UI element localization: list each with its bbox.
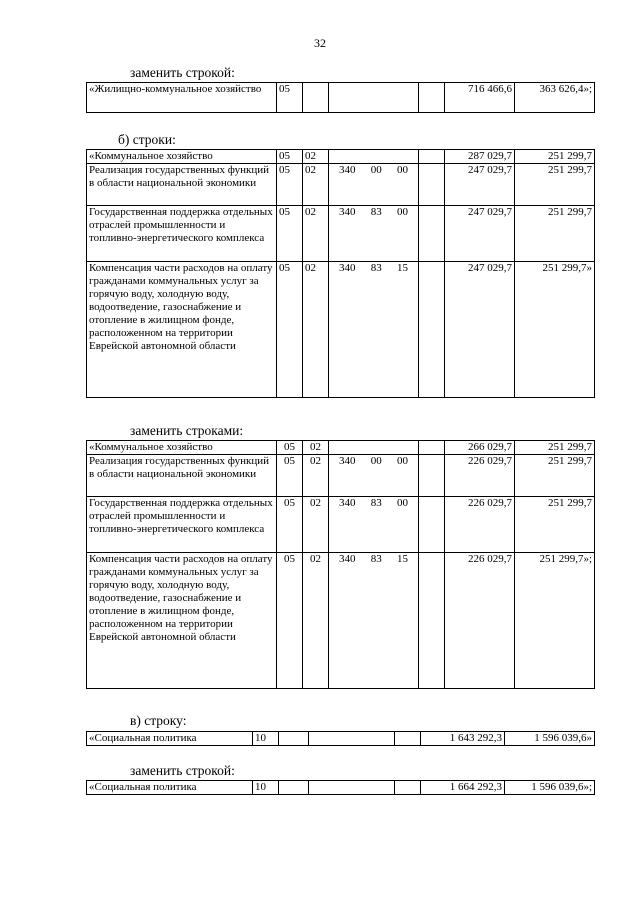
cell-vr xyxy=(419,497,445,553)
cell-value-2: 251 299,7 xyxy=(515,455,595,497)
cell-vr xyxy=(395,732,421,746)
cell-t3: 00 xyxy=(397,164,408,176)
cell-name: «Жилищно-коммунальное хозяйство xyxy=(87,83,277,113)
cell-target xyxy=(329,553,419,689)
cell-value-2: 251 299,7 xyxy=(515,441,595,455)
cell-name: Государственная поддержка отдельных отраслей промышленности и топливно-энергетического комплекса xyxy=(87,497,277,553)
cell-value-2: 251 299,7» xyxy=(515,262,595,398)
cell-pr xyxy=(279,781,309,795)
cell-vr xyxy=(419,441,445,455)
cell-value-2: 251 299,7»; xyxy=(515,553,595,689)
cell-pr: 02 xyxy=(303,262,329,398)
table-row xyxy=(87,206,595,262)
cell-rz: 05 xyxy=(277,441,303,455)
cell-target xyxy=(329,164,419,206)
cell-pr xyxy=(303,83,329,113)
cell-value-1: 226 029,7 xyxy=(445,497,515,553)
cell-t2: 83 xyxy=(370,206,382,218)
cell-target xyxy=(309,781,395,795)
cell-value-1: 1 643 292,3 xyxy=(421,732,505,746)
cell-vr xyxy=(419,164,445,206)
cell-rz: 05 xyxy=(277,206,303,262)
table-row xyxy=(87,781,595,795)
heading-replace-row: заменить строкой: xyxy=(130,65,235,80)
table-row xyxy=(87,150,595,164)
cell-rz: 05 xyxy=(277,455,303,497)
table-social-old xyxy=(86,731,595,746)
table-row xyxy=(87,164,595,206)
cell-rz: 05 xyxy=(277,262,303,398)
table-row xyxy=(87,553,595,689)
cell-vr xyxy=(419,206,445,262)
heading-row-v: в) строку: xyxy=(130,713,187,728)
cell-target xyxy=(329,262,419,398)
cell-name: «Социальная политика xyxy=(87,781,253,795)
cell-name: Реализация государственных функций в области национальной экономики xyxy=(87,455,277,497)
cell-t1: 340 xyxy=(339,553,356,565)
cell-value-1: 226 029,7 xyxy=(445,455,515,497)
heading-replace-row-2: заменить строкой: xyxy=(130,763,235,778)
table-communal-old xyxy=(86,149,595,398)
cell-value-2: 251 299,7 xyxy=(515,164,595,206)
cell-target xyxy=(309,732,395,746)
cell-target xyxy=(329,497,419,553)
cell-rz: 10 xyxy=(253,732,279,746)
cell-name: Компенсация части расходов на оплату гражданами коммунальных услуг за горячую воду, холодную воду, водоотведение, газоснабжение и отопление в жилищном фонде, расположенном на территории Еврейской автономной области xyxy=(87,553,277,689)
cell-t1: 340 xyxy=(339,206,356,218)
cell-vr xyxy=(419,83,445,113)
cell-name: «Социальная политика xyxy=(87,732,253,746)
table-row xyxy=(87,497,595,553)
cell-t3: 15 xyxy=(397,553,408,565)
cell-vr xyxy=(419,262,445,398)
table-row xyxy=(87,83,595,113)
cell-rz: 05 xyxy=(277,164,303,206)
heading-replace-rows: заменить строками: xyxy=(130,423,244,438)
cell-name: «Коммунальное хозяйство xyxy=(87,150,277,164)
cell-pr: 02 xyxy=(303,455,329,497)
cell-t1: 340 xyxy=(339,455,356,467)
cell-t3: 00 xyxy=(397,455,408,467)
cell-name: Компенсация части расходов на оплату гражданами коммунальных услуг за горячую воду, холодную воду, водоотведение, газоснабжение и отопление в жилищном фонде, расположенном на территории Еврейской автономной области xyxy=(87,262,277,398)
cell-t2: 00 xyxy=(370,455,382,467)
cell-pr: 02 xyxy=(303,553,329,689)
cell-name: «Коммунальное хозяйство xyxy=(87,441,277,455)
cell-t1: 340 xyxy=(339,164,356,176)
cell-value-2: 251 299,7 xyxy=(515,150,595,164)
cell-t3: 15 xyxy=(397,262,408,274)
cell-t2: 83 xyxy=(370,497,382,509)
table-row xyxy=(87,441,595,455)
cell-target xyxy=(329,206,419,262)
cell-value-2: 1 596 039,6»; xyxy=(505,781,595,795)
cell-value-1: 247 029,7 xyxy=(445,164,515,206)
page-number: 32 xyxy=(314,36,326,50)
cell-vr xyxy=(395,781,421,795)
cell-name: Реализация государственных функций в области национальной экономики xyxy=(87,164,277,206)
cell-vr xyxy=(419,150,445,164)
cell-t2: 00 xyxy=(370,164,382,176)
cell-rz: 10 xyxy=(253,781,279,795)
table-communal-new xyxy=(86,440,595,689)
cell-target xyxy=(329,455,419,497)
table-housing-old xyxy=(86,82,595,113)
cell-rz: 05 xyxy=(277,150,303,164)
cell-pr: 02 xyxy=(303,206,329,262)
cell-value-2: 363 626,4»; xyxy=(515,83,595,113)
cell-pr: 02 xyxy=(303,164,329,206)
table-row xyxy=(87,262,595,398)
cell-t1: 340 xyxy=(339,262,356,274)
cell-pr: 02 xyxy=(303,441,329,455)
cell-t2: 83 xyxy=(370,553,382,565)
cell-target xyxy=(329,441,419,455)
heading-rows-b: б) строки: xyxy=(118,132,176,147)
cell-target xyxy=(329,150,419,164)
cell-value-1: 287 029,7 xyxy=(445,150,515,164)
cell-t1: 340 xyxy=(339,497,356,509)
cell-value-1: 266 029,7 xyxy=(445,441,515,455)
cell-pr: 02 xyxy=(303,497,329,553)
cell-value-2: 1 596 039,6» xyxy=(505,732,595,746)
cell-t2: 83 xyxy=(370,262,382,274)
table-row xyxy=(87,455,595,497)
cell-value-2: 251 299,7 xyxy=(515,206,595,262)
cell-value-1: 247 029,7 xyxy=(445,206,515,262)
cell-value-2: 251 299,7 xyxy=(515,497,595,553)
cell-vr xyxy=(419,553,445,689)
table-row xyxy=(87,732,595,746)
cell-rz: 05 xyxy=(277,553,303,689)
cell-value-1: 226 029,7 xyxy=(445,553,515,689)
cell-target xyxy=(329,83,419,113)
cell-pr xyxy=(279,732,309,746)
cell-t3: 00 xyxy=(397,497,408,509)
cell-value-1: 247 029,7 xyxy=(445,262,515,398)
cell-name: Государственная поддержка отдельных отраслей промышленности и топливно-энергетического комплекса xyxy=(87,206,277,262)
cell-value-1: 1 664 292,3 xyxy=(421,781,505,795)
cell-rz: 05 xyxy=(277,83,303,113)
cell-vr xyxy=(419,455,445,497)
cell-rz: 05 xyxy=(277,497,303,553)
table-social-new xyxy=(86,780,595,795)
cell-value-1: 716 466,6 xyxy=(445,83,515,113)
cell-t3: 00 xyxy=(397,206,408,218)
cell-pr: 02 xyxy=(303,150,329,164)
